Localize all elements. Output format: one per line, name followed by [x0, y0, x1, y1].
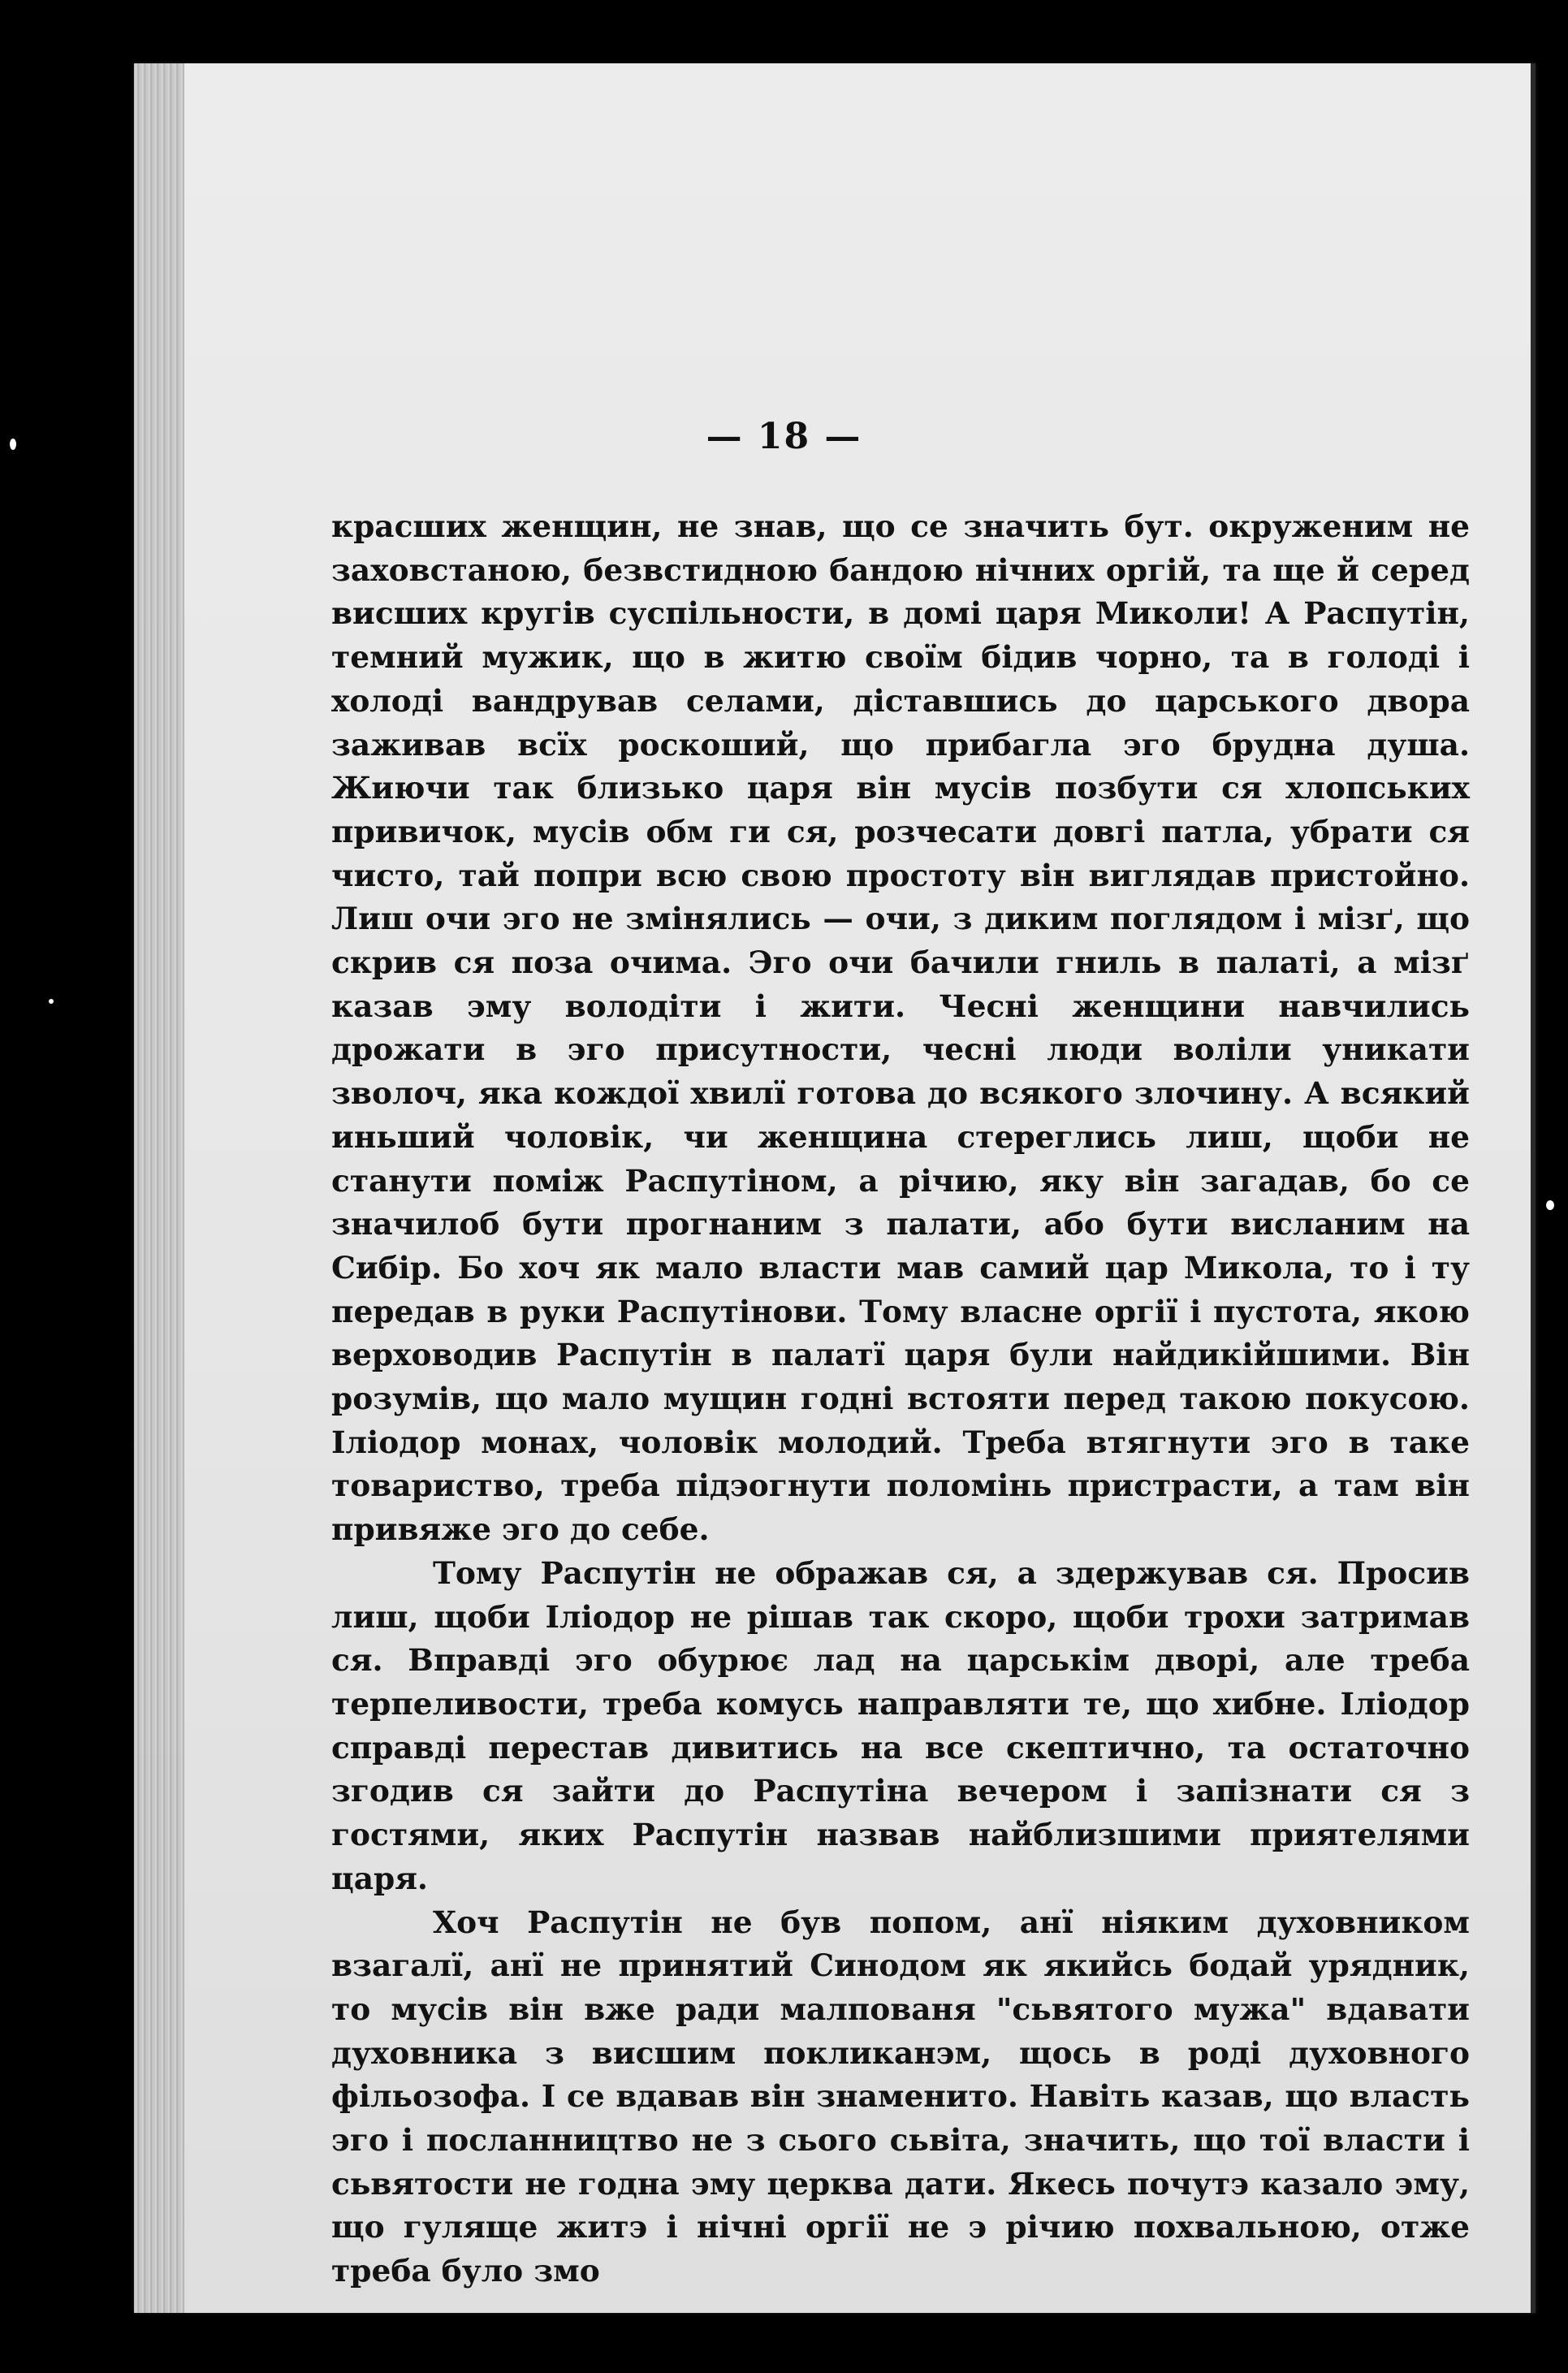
- paragraph-2: Тому Распутін не ображав ся, а здержував ся. Просив лиш, щоби Іліодор не рішав так скоро, щоби трохи затримав ся. Вправді эго обурює лад на царськім дворі, але треба терпеливости, треба комусь направляти те, що хибне. Іліодор справді перестав дивитись на все скептично, та остаточно згодив ся зайти до Распутіна вечером і запізнати ся з гостями, яких Распутін назвав найблизшими приятелями царя.: [331, 1554, 1470, 1896]
- body-text: [331, 505, 1470, 2293]
- page-edge: [134, 63, 184, 2313]
- scan-speck: [49, 999, 54, 1004]
- scan-speck: [1546, 1200, 1554, 1210]
- paragraph-1: красших женщин, не знав, що се значить бут. окруженим не заховстаною, безвстидною бандою нічних оргій, та ще й серед висших кругів суспільности, в домі царя Миколи! А Распутін, темний мужик, що в житю своїм бідив чорно, та в голоді і холоді вандрував селами, діставшись до царського двора заживав всїх роскоший, що прибагла эго брудна душа. Жиючи так близько царя він мусів позбути ся хлопських привичок, мусів обм ги ся, розчесати довгі патла, убрати ся чисто, тай попри всю свою простоту він виглядав пристойно. Лиш очи эго не змінялись — очи, з диким поглядом і мізґ, що скрив ся поза очима. Эго очи бачили гниль в палаті, а мізґ казав эму володіти і жити. Чесні женщини навчились дрожати в эго присутности, чесні люди воліли уникати зволоч, яка кождої хвилї готова до всякого злочину. А всякий иньший чоловік, чи женщина стереглись лиш, щоби не станути поміж Распутіном, а річию, яку він загадав, бо се значилоб бути прогнаним з палати, або бути висланим на Сибір. Бо хоч як мало власти мав самий цар Микола, то і ту передав в руки Распутінови. Тому власне оргії і пустота, якою верховодив Распутін в палатї царя були найдикійшими. Він розумів, що мало мущин годні встояти перед такою покусою. Іліодор монах, чоловік молодий. Треба втягнути эго в таке товариство, треба підэогнути поломінь пристрасти, а там він привяже эго до себе.: [331, 508, 1470, 1548]
- page-number: — 18 —: [706, 416, 862, 457]
- paragraph-3: Хоч Распутін не був попом, анї ніяким духовником взагалї, анї не принятий Синодом як якийсь бодай урядник, то мусів він вже ради малпованя "сьвятого мужа" вдавати духовника з висшим покликанэм, щось в роді духовного фільозофа. І се вдавав він знаменито. Навіть казав, що власть эго і посланництво не з сього сьвіта, значить, що тої власти і сьвятости не годна эму церква дати. Якесь почутэ казало эму, що гуляще житэ і нічні оргії не э річию похвальною, отже треба було змо: [331, 1904, 1470, 2289]
